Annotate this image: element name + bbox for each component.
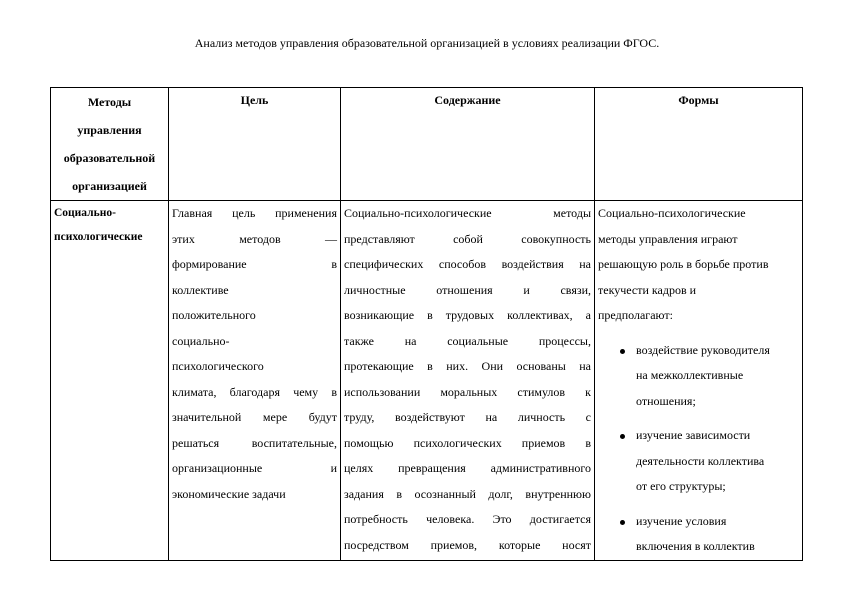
method-line: Социально- [54, 207, 116, 219]
list-spacer [598, 500, 799, 509]
content-line: целях превращения административного [344, 461, 591, 475]
list-item-line: изучение зависимости [636, 428, 751, 442]
goal-line: решаться воспитательные, [172, 435, 337, 450]
list-item-line: изучение условия [636, 513, 727, 528]
goal-line: климата, благодаря чему в [172, 384, 337, 399]
table-row [51, 201, 803, 561]
header-goal: Цель [169, 88, 341, 201]
forms-intro-line: Социально-психологические [598, 206, 746, 220]
header-methods [51, 88, 169, 201]
forms-bullet-list [598, 329, 799, 560]
content-line: труду, воздействуют на личность с [344, 410, 591, 424]
header-forms: Формы [595, 88, 803, 201]
content-line: возникающие в трудовых коллективах, а [344, 308, 591, 322]
content-line: также на социальные процессы, [344, 333, 591, 348]
content-line: задания в осознанный долг, внутреннюю [344, 486, 591, 501]
content-line: специфических способов воздействия на [344, 257, 591, 271]
bullet-icon [620, 520, 625, 525]
goal-line: экономические задачи [172, 486, 286, 501]
forms-intro-line: методы управления играют [598, 231, 738, 246]
header-methods-line: образовательной [63, 151, 156, 165]
list-item [598, 338, 799, 415]
content-line: Социально-психологические методы [344, 206, 591, 220]
cell-forms [595, 201, 803, 561]
forms-intro-line: текучести кадров и [598, 282, 697, 297]
bullet-icon [620, 434, 625, 439]
list-item-line: деятельности коллектива [636, 453, 765, 468]
content-line: помощью психологических приемов в [344, 435, 591, 450]
table-header-row [51, 88, 803, 201]
goal-line: положительного [172, 308, 256, 322]
list-item-line: на межколлективные [636, 368, 744, 382]
goal-line: этих методов — [172, 231, 337, 246]
methods-table [50, 87, 803, 561]
list-spacer [598, 414, 799, 423]
goal-line: значительной мере будут [172, 410, 337, 424]
goal-line: формирование в [172, 257, 337, 271]
content-line: протекающие в них. Они основаны на [344, 359, 591, 373]
content-line: личностные отношения и связи, [344, 282, 591, 297]
list-item-line: воздействие руководителя [636, 342, 770, 357]
list-item-line: отношения; [636, 393, 696, 408]
goal-line: социально- [172, 333, 230, 348]
list-item [598, 509, 799, 560]
forms-intro-line: решающую роль в борьбе против [598, 257, 769, 271]
content-line: использовании моральных стимулов к [344, 384, 591, 399]
bullet-icon [620, 349, 625, 354]
page-title: Анализ методов управления образовательной организацией в условиях реализации ФГОС. [194, 36, 660, 50]
method-line: психологические [54, 231, 143, 243]
header-methods-line: организацией [72, 179, 147, 193]
goal-line: организационные и [172, 461, 337, 475]
content-line: потребность человека. Это достигается [344, 512, 591, 526]
list-spacer [598, 329, 799, 338]
goal-line: коллективе [172, 282, 229, 297]
list-item-line: от его структуры; [636, 479, 726, 493]
goal-line: психологического [172, 359, 264, 373]
header-methods-line: управления [77, 123, 142, 137]
list-item-line: включения в коллектив [636, 539, 755, 553]
content-line: посредством приемов, которые носят [344, 537, 591, 552]
cell-content [341, 201, 595, 561]
goal-line: Главная цель применения [172, 206, 337, 220]
cell-goal [169, 201, 341, 561]
cell-method [51, 201, 169, 561]
list-item [598, 423, 799, 500]
content-line: представляют собой совокупность [344, 231, 591, 246]
header-methods-line: Методы [87, 95, 132, 109]
header-content: Содержание [341, 88, 595, 201]
forms-intro-line: предполагают: [598, 308, 673, 322]
